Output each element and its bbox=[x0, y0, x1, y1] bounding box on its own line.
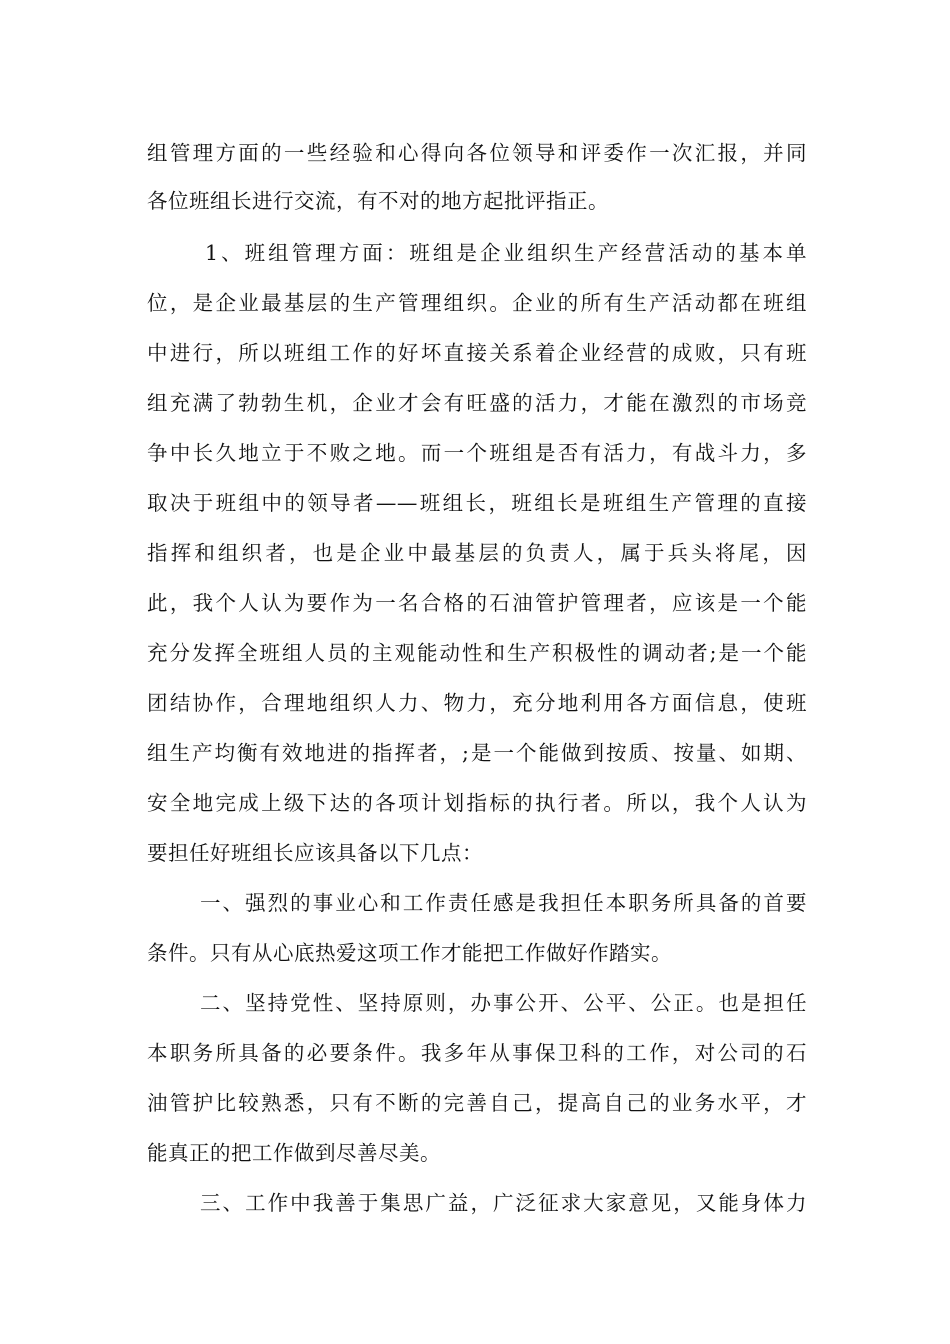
text-line: 本职务所具备的必要条件。我多年从事保卫科的工作，对公司的石 bbox=[147, 1041, 807, 1065]
text-line: 位，是企业最基层的生产管理组织。企业的所有生产活动都在班组 bbox=[147, 291, 807, 315]
text-line: 组充满了勃勃生机，企业才会有旺盛的活力，才能在激烈的市场竞 bbox=[147, 391, 807, 415]
text-line: 各位班组长进行交流，有不对的地方起批评指正。 bbox=[147, 189, 609, 213]
text-line: 取决于班组中的领导者——班组长，班组长是班组生产管理的直接 bbox=[147, 491, 807, 515]
text-line: 争中长久地立于不败之地。而一个班组是否有活力，有战斗力，多 bbox=[147, 441, 807, 465]
text-line: 一、强烈的事业心和工作责任感是我担任本职务所具备的首要 bbox=[200, 891, 807, 915]
text-line: 要担任好班组长应该具备以下几点： bbox=[147, 841, 483, 865]
text-line: 安全地完成上级下达的各项计划指标的执行者。所以，我个人认为 bbox=[147, 791, 807, 815]
text-line: 二、坚持党性、坚持原则，办事公开、公平、公正。也是担任 bbox=[200, 991, 807, 1015]
text-line: 组生产均衡有效地进的指挥者，;是一个能做到按质、按量、如期、 bbox=[147, 741, 807, 765]
text-line: 充分发挥全班组人员的主观能动性和生产积极性的调动者;是一个能 bbox=[147, 641, 807, 665]
text-line: 能真正的把工作做到尽善尽美。 bbox=[147, 1141, 441, 1165]
paragraph-heading-line: 1、班组管理方面：班组是企业组织生产经营活动的基本单 bbox=[205, 241, 807, 265]
text-line: 指挥和组织者，也是企业中最基层的负责人，属于兵头将尾，因 bbox=[147, 541, 807, 565]
text-line: 条件。只有从心底热爱这项工作才能把工作做好作踏实。 bbox=[147, 941, 672, 965]
text-line: 组管理方面的一些经验和心得向各位领导和评委作一次汇报，并同 bbox=[147, 141, 807, 165]
text-line: 团结协作，合理地组织人力、物力，充分地利用各方面信息，使班 bbox=[147, 691, 807, 715]
text-line: 三、工作中我善于集思广益，广泛征求大家意见，又能身体力 bbox=[200, 1191, 807, 1215]
text-line: 油管护比较熟悉，只有不断的完善自己，提高自己的业务水平，才 bbox=[147, 1091, 807, 1115]
text-line: 中进行，所以班组工作的好坏直接关系着企业经营的成败，只有班 bbox=[147, 341, 807, 365]
text-line: 此，我个人认为要作为一名合格的石油管护管理者，应该是一个能 bbox=[147, 591, 807, 615]
